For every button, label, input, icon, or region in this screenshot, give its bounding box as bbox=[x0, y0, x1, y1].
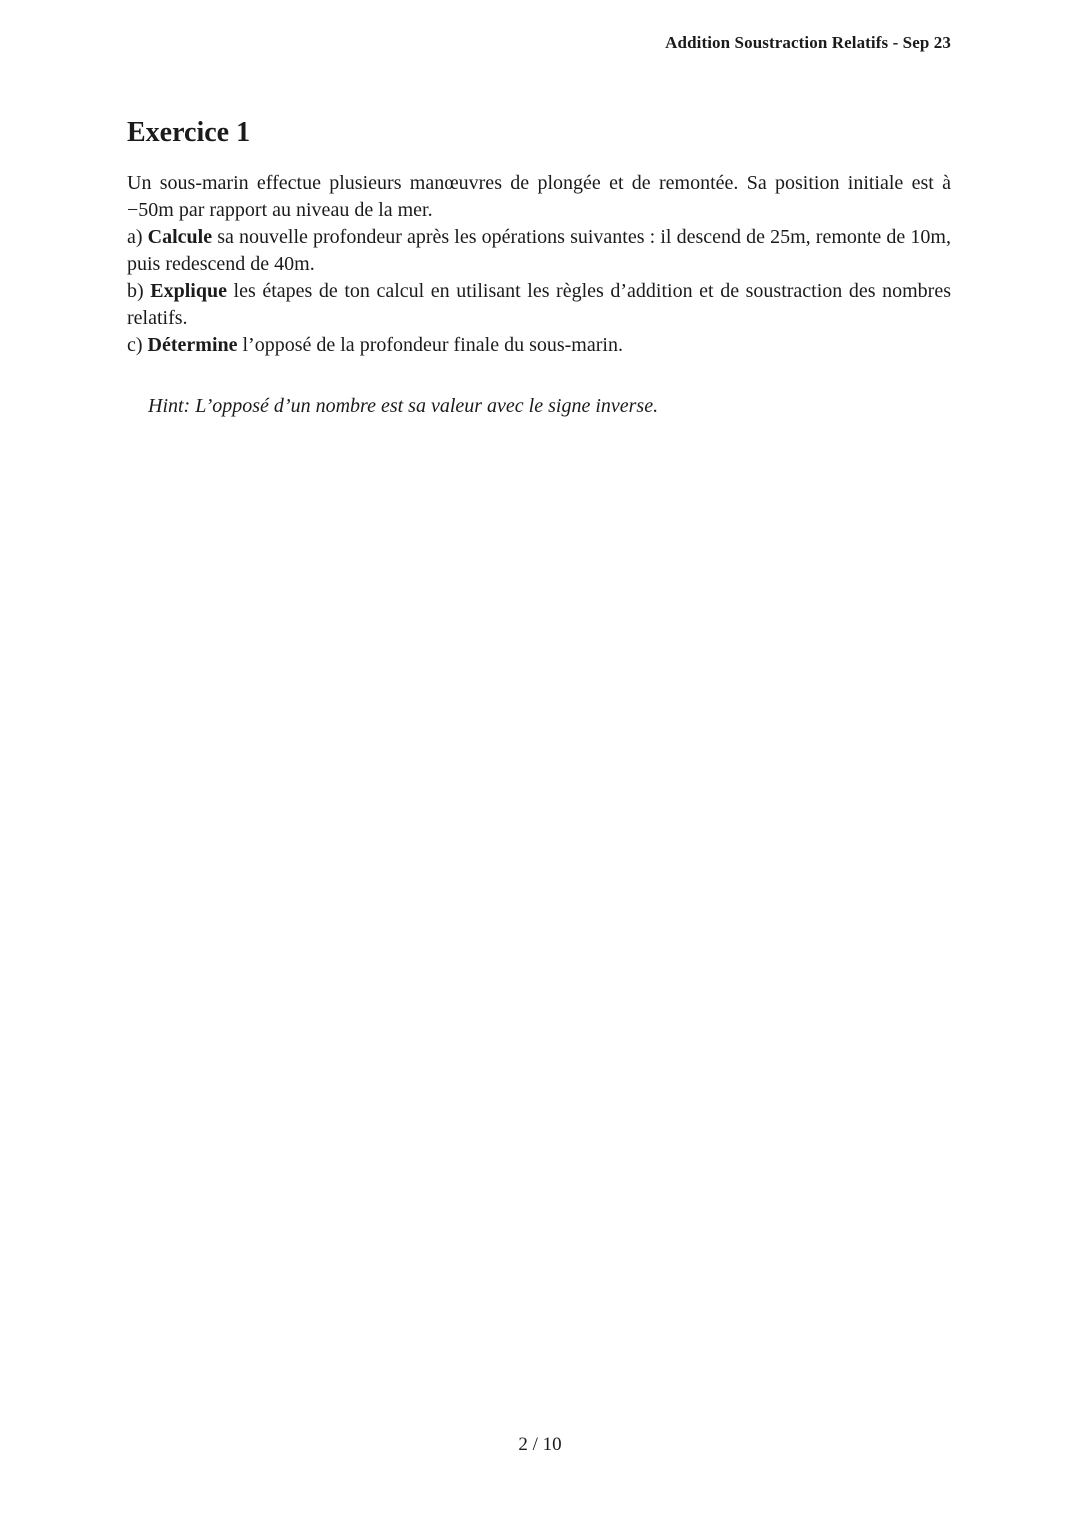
exercise-item-c bbox=[127, 332, 951, 359]
exercise-item-b bbox=[127, 278, 951, 332]
item-c-label: c) bbox=[127, 334, 143, 356]
exercise-title: Exercice 1 bbox=[127, 117, 251, 148]
exercise-body bbox=[127, 170, 951, 420]
item-b-label: b) bbox=[127, 280, 144, 302]
item-a-text: sa nouvelle profondeur après les opérations suivantes : il descend de 25m, remonte de 10m, puis redescend de 40m. bbox=[127, 226, 951, 275]
page-number: 2 / 10 bbox=[518, 1434, 562, 1455]
exercise-item-a bbox=[127, 224, 951, 278]
item-a-label: a) bbox=[127, 226, 143, 248]
item-a-verb: Calcule bbox=[147, 226, 213, 248]
item-c-text: l’opposé de la profondeur finale du sous-marin. bbox=[237, 334, 623, 356]
exercise-hint: Hint: L’opposé d’un nombre est sa valeur avec le signe inverse. bbox=[148, 395, 659, 417]
item-c-verb: Détermine bbox=[147, 334, 238, 356]
item-b-verb: Explique bbox=[150, 280, 227, 302]
exercise-intro: Un sous-marin effectue plusieurs manœuvres de plongée et de remontée. Sa position initiale est à −50m par rapport au niveau de la mer. bbox=[127, 172, 951, 221]
running-header: Addition Soustraction Relatifs - Sep 23 bbox=[665, 33, 951, 52]
item-b-text: les étapes de ton calcul en utilisant les règles d’addition et de soustraction des nombres relatifs. bbox=[127, 280, 951, 329]
